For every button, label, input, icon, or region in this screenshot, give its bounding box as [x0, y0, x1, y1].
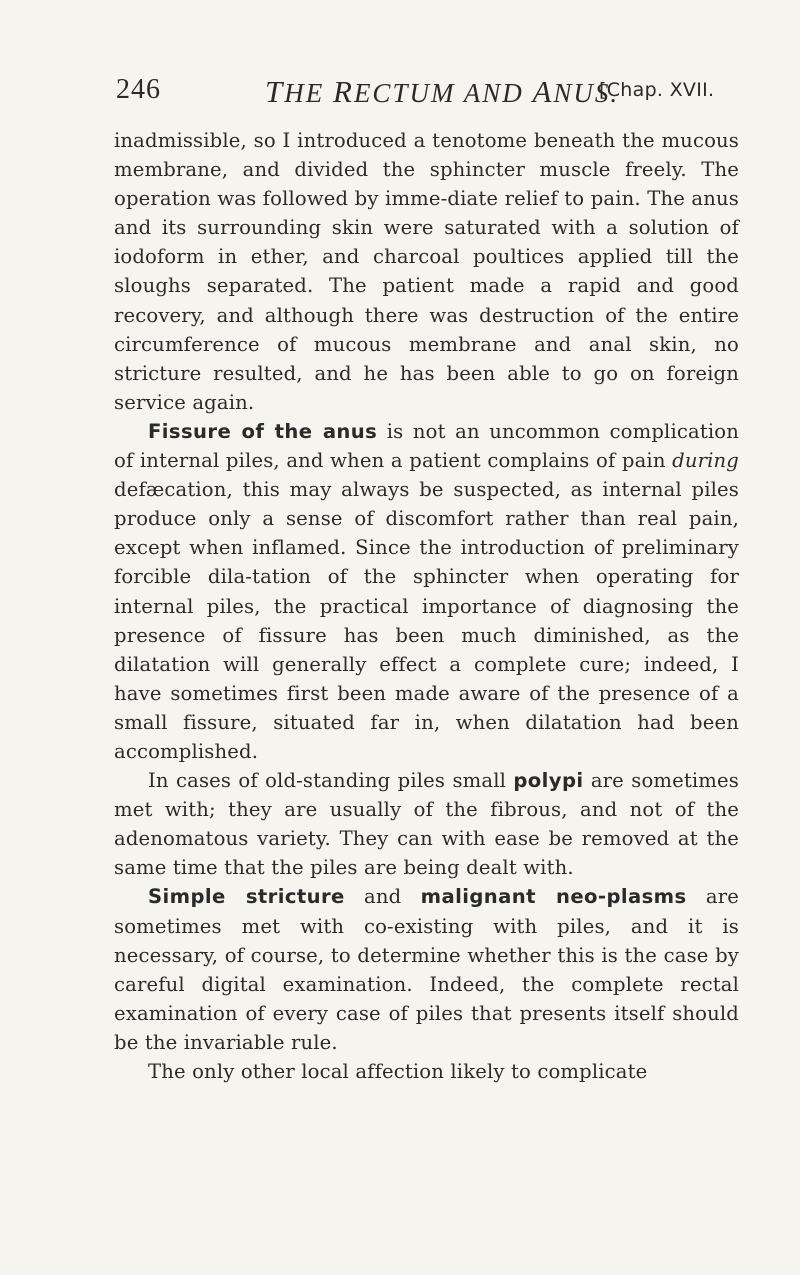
body-text	[114, 126, 739, 1086]
text-run: and	[344, 885, 421, 909]
text-run: are sometimes met with; they are usually of the fibrous, and not of the adenomatous variety. They can with ease be removed at the same time that the piles are being dealt with.	[114, 769, 739, 880]
title-letter: R	[333, 74, 354, 109]
text-run: are sometimes met with co-existing with piles, and it is necessary, of course, to determine whether this is the case by careful digital examination. Indeed, the complete rectal examination of every case of piles that presents itself should be the invariable rule.	[114, 885, 739, 1054]
page-header	[114, 74, 739, 118]
text-run: is not an uncommon complication of internal piles, and when a patient complains of pain	[114, 419, 739, 473]
running-title	[265, 74, 619, 110]
paragraph	[114, 882, 739, 1057]
paragraph	[114, 766, 739, 882]
paragraph: The only other local affection likely to complicate	[148, 1060, 648, 1083]
text-run: In cases of old-standing piles small	[148, 769, 514, 793]
page-content	[114, 74, 739, 1086]
text-run: defæcation, this may always be suspected, as internal piles produce only a sense of discomfort rather than real pain, except when inflamed. Since the introduction of preliminary forcible dila-tation of the sphincter when operating for internal piles, the practical importance of diagnosing the presence of fissure has been much diminished, as the dilatation will generally effect a complete cure; indeed, I have sometimes first been made aware of the presence of a small fissure, situated far in, when dilatation had been accomplished.	[114, 478, 739, 763]
bold-term: polypi	[513, 769, 584, 793]
title-letter: T	[265, 74, 285, 109]
bold-term: Simple stricture	[148, 885, 345, 909]
page-number: 246	[116, 74, 161, 105]
italic-term: during	[672, 449, 739, 473]
title-letter: A	[532, 74, 554, 109]
title-part: NUS.	[553, 78, 620, 108]
paragraph: inadmissible, so I introduced a tenotome beneath the mucous membrane, and divided the sphincter muscle freely. The operation was followed by imme-diate relief to pain. The anus and its surrounding skin were saturated with a solution of iodoform in ether, and charcoal poultices applied till the sloughs separated. The patient made a rapid and good recovery, and although there was destruction of the entire circumference of mucous membrane and anal skin, no stricture resulted, and he has been able to go on foreign service again.	[114, 129, 739, 414]
paragraph	[114, 417, 739, 766]
chapter-label: [Chap. XVII.	[599, 79, 715, 101]
title-part: ECTUM AND	[353, 78, 533, 108]
title-part: HE	[284, 78, 333, 108]
bold-term: malignant neo-plasms	[420, 885, 687, 909]
bold-term: Fissure of the anus	[148, 419, 378, 443]
